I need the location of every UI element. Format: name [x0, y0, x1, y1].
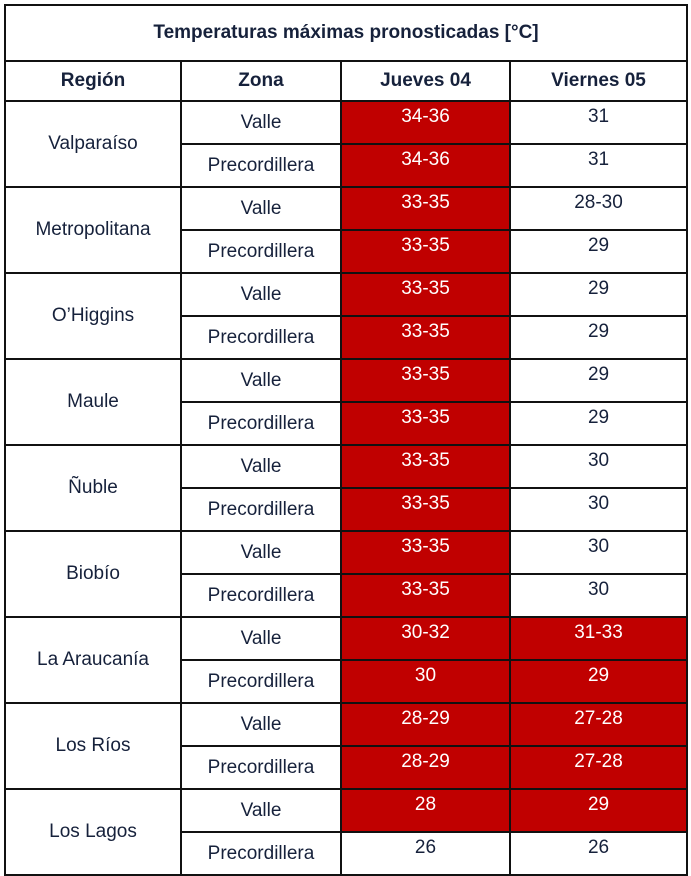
table-row: [5, 531, 687, 574]
zona-cell: Valle: [181, 789, 341, 832]
zona-cell: Precordillera: [181, 402, 341, 445]
region-cell: O’Higgins: [5, 273, 181, 359]
zona-cell: Valle: [181, 187, 341, 230]
viernes-value-cell: 30: [510, 531, 687, 574]
viernes-value-cell: 27-28: [510, 703, 687, 746]
viernes-value-cell: 31: [510, 101, 687, 144]
zona-cell: Valle: [181, 703, 341, 746]
viernes-value-cell: 29: [510, 273, 687, 316]
jueves-value-cell: 33-35: [341, 230, 510, 273]
zona-cell: Valle: [181, 359, 341, 402]
zona-cell: Valle: [181, 273, 341, 316]
table-row: [5, 445, 687, 488]
viernes-value-cell: 30: [510, 574, 687, 617]
zona-cell: Precordillera: [181, 144, 341, 187]
region-cell: Maule: [5, 359, 181, 445]
region-cell: Los Lagos: [5, 789, 181, 875]
jueves-value-cell: 33-35: [341, 359, 510, 402]
zona-cell: Valle: [181, 617, 341, 660]
region-cell: Los Ríos: [5, 703, 181, 789]
jueves-value-cell: 34-36: [341, 144, 510, 187]
column-header-jueves: Jueves 04: [341, 61, 510, 101]
jueves-value-cell: 33-35: [341, 273, 510, 316]
zona-cell: Precordillera: [181, 316, 341, 359]
zona-cell: Valle: [181, 531, 341, 574]
zona-cell: Precordillera: [181, 230, 341, 273]
viernes-value-cell: 30: [510, 445, 687, 488]
viernes-value-cell: 29: [510, 402, 687, 445]
zona-cell: Valle: [181, 101, 341, 144]
zona-cell: Precordillera: [181, 574, 341, 617]
table-row: [5, 187, 687, 230]
viernes-value-cell: 29: [510, 316, 687, 359]
jueves-value-cell: 26: [341, 832, 510, 875]
viernes-value-cell: 31: [510, 144, 687, 187]
zona-cell: Precordillera: [181, 488, 341, 531]
jueves-value-cell: 33-35: [341, 488, 510, 531]
viernes-value-cell: 30: [510, 488, 687, 531]
viernes-value-cell: 31-33: [510, 617, 687, 660]
jueves-value-cell: 33-35: [341, 574, 510, 617]
forecast-table: [4, 4, 688, 876]
jueves-value-cell: 30: [341, 660, 510, 703]
table-row: [5, 703, 687, 746]
viernes-value-cell: 29: [510, 789, 687, 832]
jueves-value-cell: 34-36: [341, 101, 510, 144]
column-header-region: Región: [5, 61, 181, 101]
viernes-value-cell: 26: [510, 832, 687, 875]
jueves-value-cell: 28-29: [341, 746, 510, 789]
jueves-value-cell: 30-32: [341, 617, 510, 660]
column-header-viernes: Viernes 05: [510, 61, 687, 101]
region-cell: Metropolitana: [5, 187, 181, 273]
table-row: [5, 617, 687, 660]
region-cell: Valparaíso: [5, 101, 181, 187]
viernes-value-cell: 27-28: [510, 746, 687, 789]
table-title: Temperaturas máximas pronosticadas [°C]: [5, 5, 687, 61]
zona-cell: Valle: [181, 445, 341, 488]
jueves-value-cell: 33-35: [341, 445, 510, 488]
viernes-value-cell: 29: [510, 660, 687, 703]
region-cell: La Araucanía: [5, 617, 181, 703]
header-row: [5, 61, 687, 101]
table-row: [5, 101, 687, 144]
zona-cell: Precordillera: [181, 832, 341, 875]
jueves-value-cell: 33-35: [341, 531, 510, 574]
jueves-value-cell: 33-35: [341, 187, 510, 230]
zona-cell: Precordillera: [181, 660, 341, 703]
jueves-value-cell: 33-35: [341, 316, 510, 359]
table-row: [5, 359, 687, 402]
table-row: [5, 273, 687, 316]
jueves-value-cell: 33-35: [341, 402, 510, 445]
jueves-value-cell: 28-29: [341, 703, 510, 746]
viernes-value-cell: 29: [510, 230, 687, 273]
zona-cell: Precordillera: [181, 746, 341, 789]
table-row: [5, 789, 687, 832]
column-header-zona: Zona: [181, 61, 341, 101]
region-cell: Ñuble: [5, 445, 181, 531]
jueves-value-cell: 28: [341, 789, 510, 832]
viernes-value-cell: 29: [510, 359, 687, 402]
viernes-value-cell: 28-30: [510, 187, 687, 230]
title-row: [5, 5, 687, 61]
region-cell: Biobío: [5, 531, 181, 617]
table-body: [5, 101, 687, 875]
